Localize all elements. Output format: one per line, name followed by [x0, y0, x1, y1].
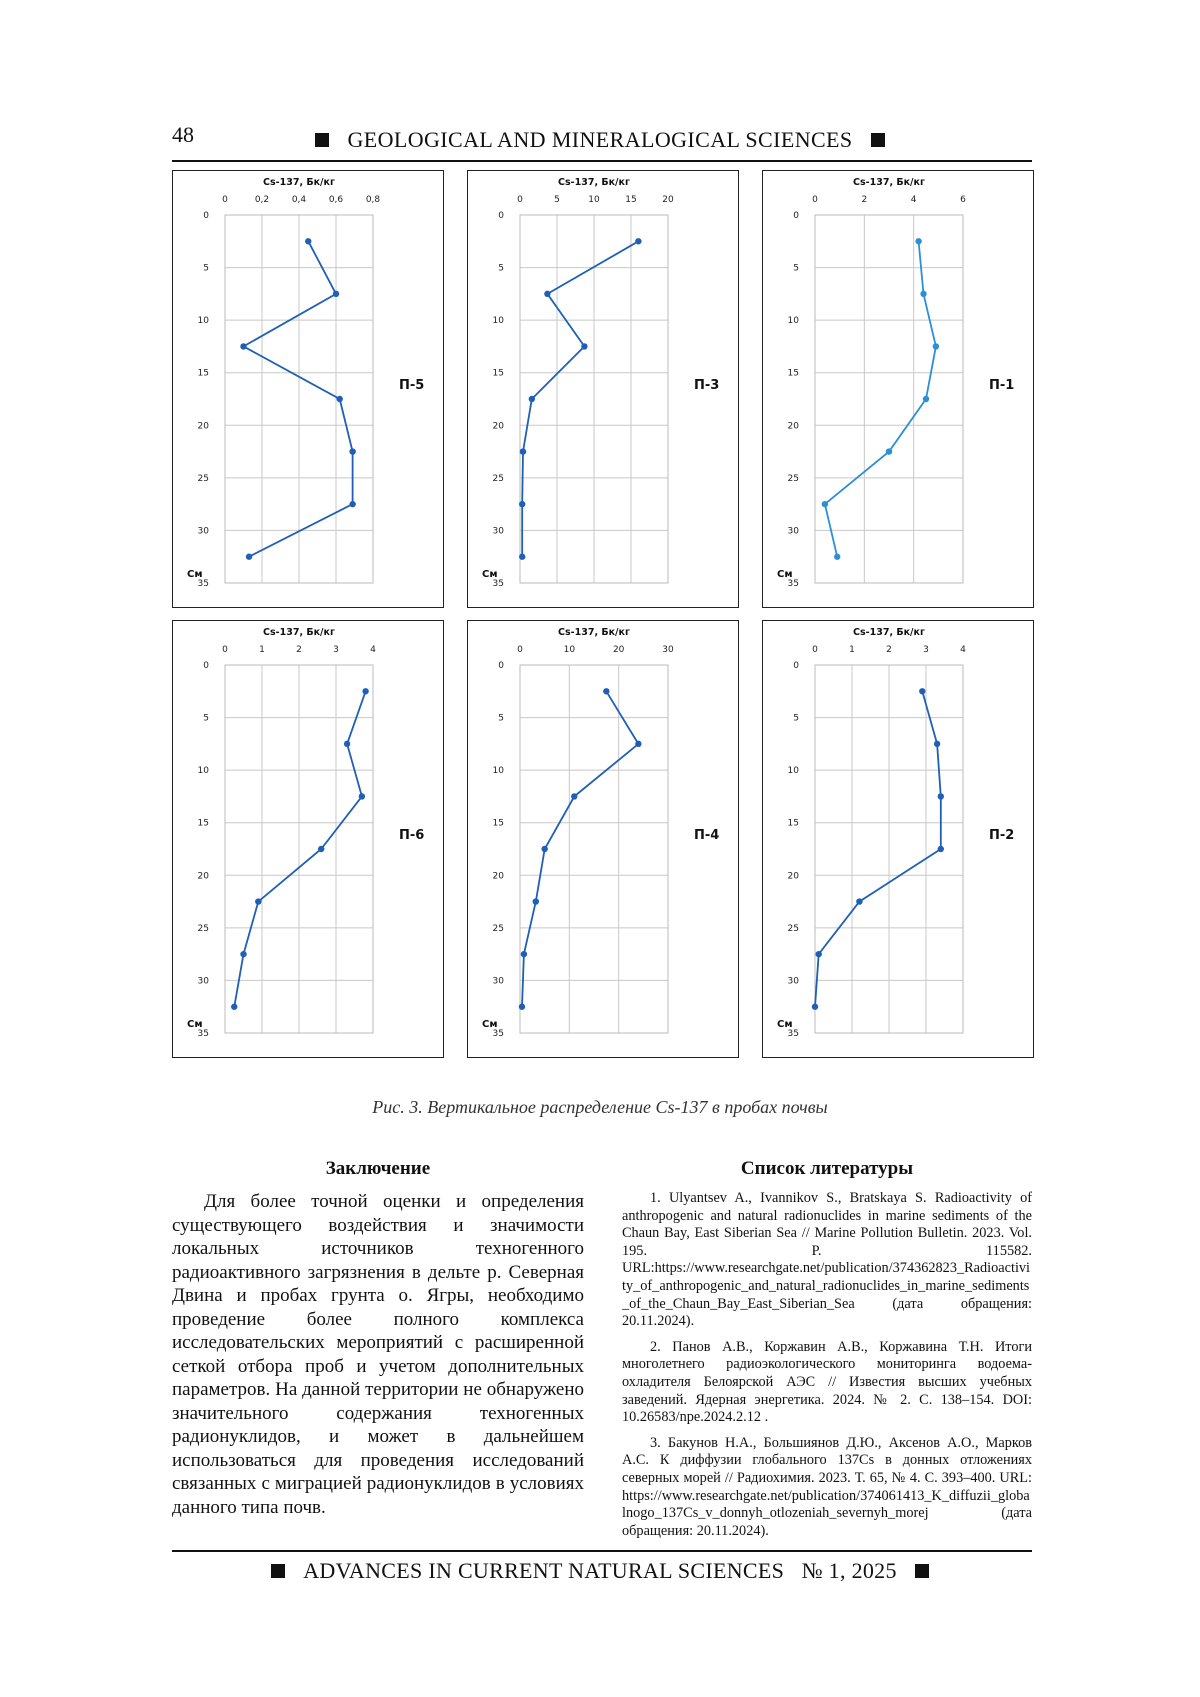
y-tick-label: 25	[787, 473, 799, 484]
figure-3-panels	[172, 170, 1032, 1070]
data-point	[519, 554, 525, 560]
figure-caption: Рис. 3. Вертикальное распределение Cs-137 в пробах почвы	[372, 1097, 828, 1117]
y-tick-label: 20	[197, 421, 209, 432]
y-tick-label: 0	[498, 661, 504, 671]
profile-chart	[468, 171, 738, 607]
series-line	[815, 691, 941, 1006]
footer-square-left-icon	[271, 1564, 285, 1578]
y-tick-label: 0	[793, 661, 799, 671]
y-tick-label: 10	[787, 316, 799, 327]
data-point	[886, 448, 892, 454]
y-tick-label: 30	[492, 976, 504, 987]
x-tick-label: 4	[370, 645, 376, 655]
footer-square-right-icon	[915, 1564, 929, 1578]
x-tick-label: 0	[517, 195, 523, 205]
x-tick-label: 0,6	[328, 195, 344, 205]
footer-issue: № 1, 2025	[801, 1558, 897, 1583]
y-axis-label: См	[187, 569, 203, 580]
data-point	[305, 238, 311, 244]
x-tick-label: 0,8	[365, 195, 381, 205]
data-point	[603, 688, 609, 694]
series-line	[522, 691, 638, 1006]
y-tick-label: 35	[492, 579, 504, 589]
panel-label: П-5	[399, 378, 425, 393]
x-tick-label: 10	[588, 195, 600, 205]
references-list	[622, 1190, 1032, 1548]
y-tick-label: 0	[498, 211, 504, 221]
data-point	[359, 793, 365, 799]
y-tick-label: 10	[787, 766, 799, 777]
header-square-left-icon	[315, 133, 329, 147]
x-tick-label: 0,4	[291, 195, 307, 205]
data-point	[938, 846, 944, 852]
panel-label: П-3	[694, 378, 720, 393]
profile-chart	[173, 171, 443, 607]
y-tick-label: 35	[197, 1029, 209, 1039]
reference-item: 2. Панов А.В., Коржавин А.В., Коржавина Т.Н. Итоги многолетнего радиоэкологического мониторинга водоема-охладителя Белоярской АЭС // Известия высших учебных заведений. Ядерная энергетика. 2024. № 2. С. 138–154. DOI: 10.26583/npe.2024.2.12 .	[622, 1338, 1032, 1426]
data-point	[362, 688, 368, 694]
y-tick-label: 20	[197, 871, 209, 882]
data-point	[246, 554, 252, 560]
y-tick-label: 35	[492, 1029, 504, 1039]
profile-chart	[173, 621, 443, 1057]
data-point	[816, 951, 822, 957]
y-tick-label: 10	[197, 316, 209, 327]
y-tick-label: 25	[197, 473, 209, 484]
profile-panel	[762, 620, 1034, 1058]
y-tick-label: 35	[787, 1029, 799, 1039]
x-tick-label: 5	[554, 195, 560, 205]
profile-chart	[763, 171, 1033, 607]
y-tick-label: 5	[203, 263, 209, 274]
y-axis-label: См	[482, 1019, 498, 1030]
data-point	[822, 501, 828, 507]
profile-chart	[763, 621, 1033, 1057]
data-point	[581, 343, 587, 349]
page-number: 48	[172, 122, 194, 147]
data-point	[337, 396, 343, 402]
x-tick-label: 30	[662, 645, 674, 655]
x-tick-label: 1	[849, 645, 855, 655]
x-tick-label: 0	[517, 645, 523, 655]
y-tick-label: 30	[787, 976, 799, 987]
x-tick-label: 4	[910, 195, 917, 205]
data-point	[934, 741, 940, 747]
y-tick-label: 5	[498, 713, 504, 724]
conclusion-text: Для более точной оценки и определения существующего воздействия и значимости локальных источников техногенного радиоактивного загрязнения в дельте р. Северная Двина и пробах грунта о. Ягры, необходимо проведение более полного комплекса исследовательских мероприятий с расширенной сеткой отбора проб и учетом дополнительных параметров. На данной территории не обнаружено значительного содержания техногенных радионуклидов, и может в дальнейшем использоваться для проведения исследований связанных с миграцией радионуклидов в условиях данного типа почв.	[172, 1191, 584, 1518]
reference-item: 3. Бакунов Н.А., Большиянов Д.Ю., Аксенов А.О., Марков А.С. К диффузии глобального 137Cs в донных отложениях северных морей // Радиохимия. 2023. Т. 65, № 4. С. 393–400. URL: https://www.researchgate.net/publication/374061413_K_diffuzii_globalnogo_137Cs_v_donnyh_otlozeniah_severnyh_morej (дата обращения: 20.11.2024).	[622, 1434, 1032, 1539]
profile-panel	[467, 170, 739, 608]
x-axis-title: Cs-137, Бк/кг	[558, 627, 630, 638]
y-tick-label: 15	[492, 368, 504, 379]
panel-label: П-6	[399, 828, 425, 843]
data-point	[923, 396, 929, 402]
data-point	[856, 898, 862, 904]
y-axis-label: См	[777, 569, 793, 580]
y-tick-label: 30	[492, 526, 504, 537]
header-rule	[172, 160, 1032, 162]
data-point	[544, 291, 550, 297]
x-tick-label: 2	[296, 645, 302, 655]
data-point	[812, 1004, 818, 1010]
x-axis-title: Cs-137, Бк/кг	[853, 627, 925, 638]
x-tick-label: 3	[333, 645, 339, 655]
y-tick-label: 5	[498, 263, 504, 274]
y-tick-label: 30	[197, 526, 209, 537]
profile-panel	[467, 620, 739, 1058]
x-axis-title: Cs-137, Бк/кг	[853, 177, 925, 188]
data-point	[349, 448, 355, 454]
y-tick-label: 35	[787, 579, 799, 589]
data-point	[938, 793, 944, 799]
conclusion-heading: Заключение	[325, 1158, 431, 1179]
y-tick-label: 25	[492, 923, 504, 934]
x-tick-label: 0	[812, 645, 818, 655]
data-point	[541, 846, 547, 852]
data-point	[834, 554, 840, 560]
running-footer	[0, 1558, 1200, 1584]
profile-panel	[172, 170, 444, 608]
x-tick-label: 2	[886, 645, 892, 655]
series-line	[522, 241, 638, 556]
y-tick-label: 0	[203, 211, 209, 221]
profile-panel	[762, 170, 1034, 608]
x-axis-title: Cs-137, Бк/кг	[263, 177, 335, 188]
data-point	[519, 501, 525, 507]
data-point	[533, 898, 539, 904]
y-tick-label: 20	[492, 871, 504, 882]
data-point	[519, 1004, 525, 1010]
data-point	[240, 951, 246, 957]
y-axis-label: См	[482, 569, 498, 580]
x-tick-label: 6	[960, 195, 966, 205]
data-point	[635, 741, 641, 747]
x-axis-title: Cs-137, Бк/кг	[263, 627, 335, 638]
footer-rule	[172, 1550, 1032, 1552]
x-tick-label: 2	[861, 195, 868, 205]
data-point	[529, 396, 535, 402]
profile-chart	[468, 621, 738, 1057]
x-tick-label: 15	[625, 195, 637, 205]
data-point	[349, 501, 355, 507]
y-tick-label: 15	[787, 368, 799, 379]
y-tick-label: 15	[492, 818, 504, 829]
panel-label: П-4	[694, 828, 720, 843]
x-tick-label: 0	[812, 195, 818, 205]
x-axis-title: Cs-137, Бк/кг	[558, 177, 630, 188]
y-tick-label: 15	[787, 818, 799, 829]
data-point	[521, 951, 527, 957]
y-tick-label: 30	[787, 526, 799, 537]
data-point	[635, 238, 641, 244]
y-tick-label: 15	[197, 818, 209, 829]
data-point	[240, 343, 246, 349]
y-tick-label: 35	[197, 579, 209, 589]
data-point	[933, 343, 939, 349]
x-tick-label: 0	[222, 195, 228, 205]
y-axis-label: См	[187, 1019, 203, 1030]
footer-journal: ADVANCES IN CURRENT NATURAL SCIENCES	[303, 1558, 785, 1583]
y-tick-label: 5	[203, 713, 209, 724]
data-point	[333, 291, 339, 297]
series-line	[234, 691, 365, 1006]
y-tick-label: 5	[793, 713, 799, 724]
data-point	[920, 291, 926, 297]
y-tick-label: 15	[197, 368, 209, 379]
y-tick-label: 0	[203, 661, 209, 671]
y-tick-label: 25	[492, 473, 504, 484]
x-tick-label: 3	[923, 645, 929, 655]
plot-frame	[815, 215, 963, 583]
y-axis-label: См	[777, 1019, 793, 1030]
x-tick-label: 20	[662, 195, 674, 205]
y-tick-label: 10	[197, 766, 209, 777]
x-tick-label: 20	[612, 645, 625, 655]
y-tick-label: 10	[492, 316, 504, 327]
running-header	[0, 127, 1200, 153]
y-tick-label: 5	[793, 263, 799, 274]
y-tick-label: 10	[492, 766, 504, 777]
data-point	[520, 448, 526, 454]
x-tick-label: 0	[222, 645, 228, 655]
x-tick-label: 1	[259, 645, 265, 655]
data-point	[915, 238, 921, 244]
data-point	[255, 898, 261, 904]
x-tick-label: 4	[960, 645, 966, 655]
y-tick-label: 20	[787, 871, 799, 882]
reference-item: 1. Ulyantsev A., Ivannikov S., Bratskaya S. Radioactivity of anthropogenic and natural radionuclides in marine sediments of the Chaun Bay, East Siberian Sea // Marine Pollution Bulletin. 2023. Vol. 195. P. 115582. URL:https://www.researchgate.net/publication/374362823_Radioactivity_of_anthropogenic_and_natural_radionuclides_in_marine_sediments_of_the_Chaun_Bay_East_Siberian_Sea (дата обращения: 20.11.2024).	[622, 1190, 1032, 1330]
profile-panel	[172, 620, 444, 1058]
x-tick-label: 10	[563, 645, 576, 655]
panel-label: П-2	[989, 828, 1015, 843]
references-heading: Список литературы	[740, 1158, 914, 1179]
data-point	[344, 741, 350, 747]
y-tick-label: 25	[787, 923, 799, 934]
x-tick-label: 0,2	[254, 195, 270, 205]
y-tick-label: 25	[197, 923, 209, 934]
y-tick-label: 0	[793, 211, 799, 221]
data-point	[231, 1004, 237, 1010]
data-point	[919, 688, 925, 694]
header-square-right-icon	[871, 133, 885, 147]
series-line	[825, 241, 936, 556]
y-tick-label: 20	[787, 421, 799, 432]
y-tick-label: 20	[492, 421, 504, 432]
journal-section-title: GEOLOGICAL AND MINERALOGICAL SCIENCES	[347, 127, 853, 152]
data-point	[571, 793, 577, 799]
panel-label: П-1	[989, 378, 1015, 393]
y-tick-label: 30	[197, 976, 209, 987]
data-point	[318, 846, 324, 852]
